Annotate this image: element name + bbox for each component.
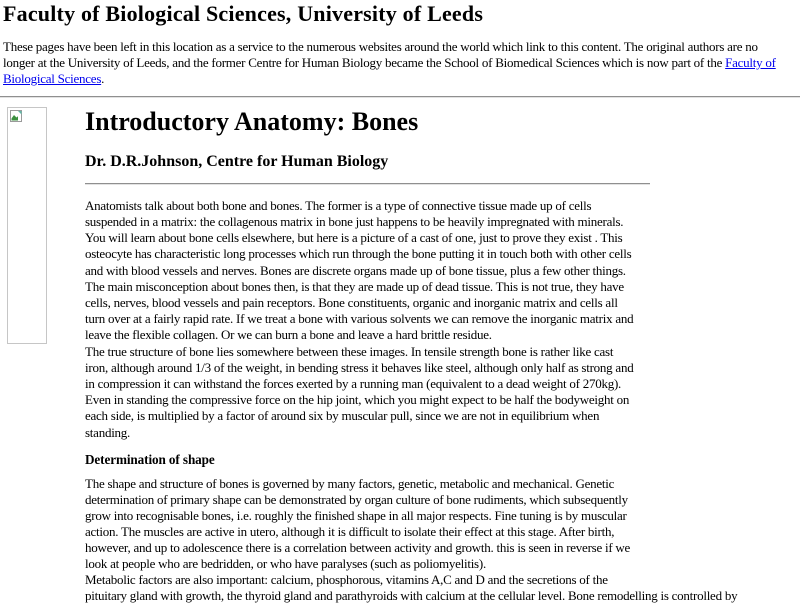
section-heading-determination-of-shape: Determination of shape [85,451,215,467]
text-line: each side, is multiplied by a factor of around six by muscular pull, since we are not in equilibrium when [85,408,600,424]
article-title: Introductory Anatomy: Bones [85,106,419,136]
text-line: standing. [85,424,131,440]
page-title: Faculty of Biological Sciences, University of Leeds [3,1,484,26]
text-line: and with blood vessels and nerves. Bones are discrete organs made up of bone tissue, plus a few other things. [85,262,626,278]
text-line: The shape and structure of bones is governed by many factors, genetic, metabolic and mechanical. Genetic [85,475,615,491]
text-line: determination of primary shape can be demonstrated by organ culture of bone rudiments, which subsequently [85,491,628,507]
text-line: Even in standing the compressive force on the hip joint, which you might expect to be half the bodyweight on [85,392,630,408]
text-line: suspended in a matrix: the collagenous matrix in bone just happens to be heavily impregnated with minerals. [85,213,624,229]
article [85,98,738,604]
faculty-link-part2[interactable]: Biological Sciences [3,70,102,86]
text-line: The main misconception about bones then, is that they are made up of dead tissue. This is not true, they have [85,278,624,294]
text-line: however, and up to adolescence there is a correlation between activity and growth. this is seen in reverse if we [85,539,631,555]
notice-period: . [101,70,105,86]
broken-image-placeholder [7,107,47,344]
broken-image-icon [8,110,46,123]
text-line: turn over at a fairly rapid rate. If we treat a bone with various solvents we can remove the inorganic matrix and [85,311,634,327]
text-line: iron, although around 1/3 of the weight, in bending stress it behaves like steel, although only half as strong and [85,359,634,375]
paragraph-bone-and-bones [85,198,675,441]
text-line: grow into recognisable bones, i.e. roughly the finished shape in all major respects. Fine tuning is by muscular [85,507,627,523]
article-author: Dr. D.R.Johnson, Centre for Human Biology [85,152,389,170]
text-line: The true structure of bone lies somewhere between these images. In tensile strength bone is rather like cast [85,343,614,359]
paragraph-determination-of-shape [85,475,738,604]
text-line: in compression it can withstand the forces exerted by a running man (equivalent to a dead weight of 270kg). [85,375,622,391]
text-line: Anatomists talk about both bone and bones. The former is a type of connective tissue made up of cells [85,197,592,213]
text-line: look at people who are bedridden, or who have paralyses (such as poliomyelitis). [85,555,486,571]
main-content-row [0,98,800,604]
faculty-link-part1[interactable]: Faculty of [725,54,776,70]
text-line: You will learn about bone cells elsewhere, but here is a picture of a cast of one, just to prove they exist . This [85,230,623,246]
text-line: Metabolic factors are also important: calcium, phosphorous, vitamins A,C and D and the secretions of the [85,571,608,587]
text-line: cells, nerves, blood vessels and pain receptors. Bone constituents, organic and inorganic matrix and cells all [85,294,618,310]
notice-line [3,55,797,71]
text-line: pituitary gland with growth, the thyroid gland and parathyroids with calcium at the cellular level. Bone remodelling is controlled by [85,587,738,603]
notice-line: These pages have been left in this location as a service to the numerous websites around the world which link to this content. The original authors are no [3,39,758,54]
image-column [0,98,85,344]
notice-text: longer at the University of Leeds, and the former Centre for Human Biology became the School of Biomedical Sciences which is now part of the [3,54,726,70]
relocation-notice [3,39,797,87]
text-line: leave the flexible collagen. Or we can burn a bone and leave a hard brittle residue. [85,327,492,343]
article-divider [85,183,650,185]
notice-line [3,71,797,87]
text-line: action. The muscles are active in utero, although it is difficult to isolate their effect at this stage. After birth, [85,523,615,539]
banner [0,2,800,87]
text-line: osteocyte has characteristic long processes which run through the bone putting it in touch both with other cells [85,246,632,262]
